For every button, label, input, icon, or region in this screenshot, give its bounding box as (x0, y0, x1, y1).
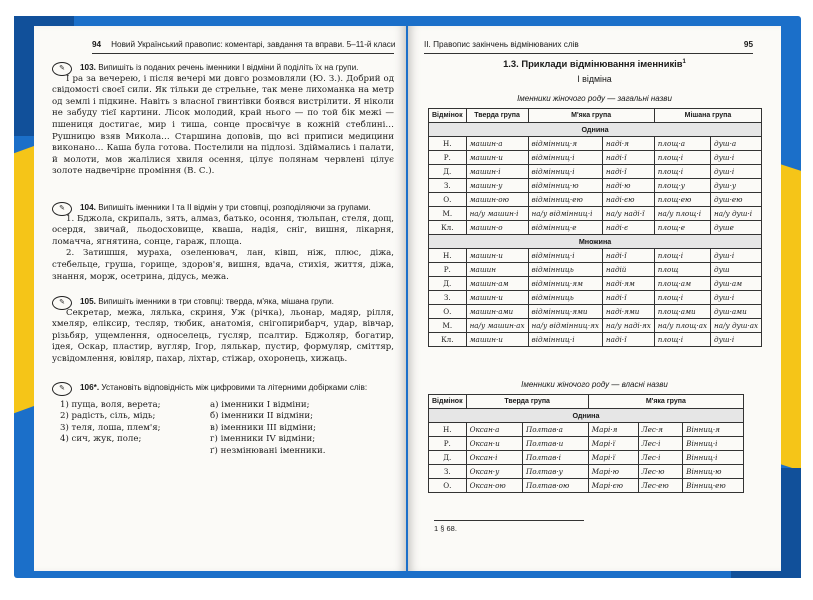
table-cell: на/у машин·ах (466, 319, 528, 333)
table1-caption: Іменники жіночого роду — загальні назви (517, 94, 672, 103)
table-cell: машин·и (466, 249, 528, 263)
pen-icon: ✎ (52, 296, 72, 310)
table-cell: душ·і (711, 151, 762, 165)
table-cell: надi·єю (602, 193, 654, 207)
column-header: Тверда група (466, 109, 528, 123)
table-cell: надi·ї (602, 333, 654, 347)
table-cell: площ·е (654, 221, 710, 235)
table-cell: на/у надi·ї (602, 207, 654, 221)
exercise-text: 1. Бджола, скрипаль, зять, алмаз, батько, осоння, тюльпан, стеля, дощ, осердя, звичай, льодосховище, кваша, надія, сніг, вишня, лікарня, ломачча, ягнятина, сонце, гараж, площа. (52, 213, 394, 247)
match-item: ґ) незмінювані іменники. (210, 445, 326, 456)
table-cell: машин·ам (466, 277, 528, 291)
exercise-106 (52, 382, 394, 458)
table-cell: надi·ї (602, 165, 654, 179)
table-row (429, 263, 762, 277)
declension-label: I відміна (577, 74, 612, 84)
table-header-row (429, 109, 762, 123)
table-cell: на/у відмінниц·і (528, 207, 602, 221)
table-cell: відмінниц·і (528, 249, 602, 263)
table-cell: відмінниц·ями (528, 305, 602, 319)
table-cell: на/у машин·і (466, 207, 528, 221)
declension-table-common-nouns (428, 108, 762, 347)
table-cell: Вінниц·я (683, 423, 744, 437)
case-cell: Н. (429, 249, 467, 263)
exercise-104 (52, 202, 394, 283)
table-cell: душ (711, 263, 762, 277)
match-item: г) іменники IV відміни; (210, 434, 316, 445)
table-cell: Оксан·і (466, 451, 522, 465)
table-cell: надi·ями (602, 305, 654, 319)
case-cell: Кл. (429, 333, 467, 347)
case-cell: О. (429, 479, 467, 493)
table-row (429, 193, 762, 207)
match-item: 1) пуща, воля, верета; (60, 399, 161, 410)
case-cell: Д. (429, 165, 467, 179)
table-cell: на/у душ·ах (711, 319, 762, 333)
case-cell: З. (429, 179, 467, 193)
header-rule (424, 53, 753, 54)
table-row (429, 221, 762, 235)
table-row (429, 277, 762, 291)
table-row (429, 179, 762, 193)
table-row (429, 151, 762, 165)
table-cell: на/у відмінниц·ях (528, 319, 602, 333)
table-cell: душ·і (711, 165, 762, 179)
page-number: 95 (743, 40, 753, 49)
table2-caption: Іменники жіночого роду — власні назви (521, 380, 668, 389)
table-cell: площ (654, 263, 710, 277)
table-cell: площ·ам (654, 277, 710, 291)
table-cell: на/у площ·і (654, 207, 710, 221)
table-cell: Полтав·ою (522, 479, 588, 493)
table-cell: надi·ям (602, 277, 654, 291)
column-header: Тверда група (466, 395, 588, 409)
table-cell: душ·ею (711, 193, 762, 207)
table-cell: душ·ам (711, 277, 762, 291)
table-cell: душ·і (711, 291, 762, 305)
column-header: Відмінок (429, 395, 467, 409)
table-cell: машин·и (466, 291, 528, 305)
table-row (429, 437, 744, 451)
table-cell: душ·у (711, 179, 762, 193)
table-group-row: Множина (429, 235, 762, 249)
table-cell: Вінниц·і (683, 451, 744, 465)
footnote-rule (434, 520, 584, 521)
case-cell: Н. (429, 137, 467, 151)
case-cell: О. (429, 305, 467, 319)
table-cell: площ·у (654, 179, 710, 193)
table-cell: надi·ї (602, 291, 654, 305)
case-cell: М. (429, 207, 467, 221)
table-cell: душе (711, 221, 762, 235)
table-row (429, 319, 762, 333)
table-cell: машин·ою (466, 193, 528, 207)
table-cell: Марі·ю (588, 465, 638, 479)
table-row (429, 249, 762, 263)
exercise-task: 105. Випишіть іменники в три стовпці: тверда, м'яка, мішана групи. (80, 297, 334, 306)
table-cell: машин·и (466, 333, 528, 347)
table-cell: Полтав·і (522, 451, 588, 465)
table-cell: на/у душ·і (711, 207, 762, 221)
table-cell: Вінниц·ею (683, 479, 744, 493)
exercise-task: 104. Випишіть іменники I та II відмін у три стовпці, розподіляючи за групами. (80, 203, 371, 212)
table-cell: Марі·ї (588, 451, 638, 465)
section-title: 1.3. Приклади відмінювання іменників$^1$ (503, 58, 686, 69)
table-cell: надi·ї (602, 151, 654, 165)
table-cell: Лес·ю (638, 465, 683, 479)
table-cell: площ·і (654, 249, 710, 263)
table-group-row: Однина (429, 123, 762, 137)
table-row (429, 165, 762, 179)
table-cell: Лес·і (638, 437, 683, 451)
table-row (429, 207, 762, 221)
column-header: Мішана група (654, 109, 761, 123)
table-cell: Полтав·а (522, 423, 588, 437)
exercise-task: 106*. Установіть відповідність між цифровими та літерними добірками слів: (80, 383, 368, 392)
table-cell: площ·і (654, 165, 710, 179)
table-cell: площ·а (654, 137, 710, 151)
exercise-text: 2. Затишшя, мураха, озеленювач, лан, ківш, ніж, плюс, діжа, стебельце, груша, горище, здоров'я, вишня, вдача, стихія, життя, діжа, знання, морж, осетрина, дідусь, межа. (52, 248, 394, 282)
table-cell: відмінниц·ям (528, 277, 602, 291)
table-cell: відмінниць (528, 263, 602, 277)
table-cell: душ·а (711, 137, 762, 151)
footnote: 1 § 68. (434, 524, 457, 533)
table-cell: надi·ї (602, 249, 654, 263)
table-cell: Марі·ї (588, 437, 638, 451)
right-page (408, 26, 781, 571)
case-cell: З. (429, 465, 467, 479)
exercise-105 (52, 296, 394, 366)
table-cell: Марі·єю (588, 479, 638, 493)
table-cell: площ·і (654, 291, 710, 305)
header-rule (92, 53, 394, 54)
table-cell: відмінниц·я (528, 137, 602, 151)
table-cell: площ·і (654, 151, 710, 165)
match-item: 4) сич, жук, поле; (60, 434, 142, 445)
table-cell: Лес·і (638, 451, 683, 465)
table-cell: душ·і (711, 333, 762, 347)
pen-icon: ✎ (52, 382, 72, 396)
match-item: в) іменники III відміни; (210, 422, 317, 433)
table-cell: Оксан·и (466, 437, 522, 451)
matching-right-column (210, 400, 360, 458)
case-cell: Н. (429, 423, 467, 437)
running-head-title: II. Правопис закінчень відмінюваних слів (424, 40, 579, 49)
match-item: 2) радість, сіль, мідь; (60, 411, 156, 422)
column-header: Відмінок (429, 109, 467, 123)
matching-list (60, 400, 394, 458)
table-cell: Марі·я (588, 423, 638, 437)
table-cell: площ·ами (654, 305, 710, 319)
table-cell: Лес·ею (638, 479, 683, 493)
case-cell: М. (429, 319, 467, 333)
running-head-title: Новий Український правопис: коментарі, завдання та вправи. 5–11-й класи (111, 40, 396, 49)
case-cell: З. (429, 291, 467, 305)
table-cell: площ·і (654, 333, 710, 347)
table-cell: відмінниц·ею (528, 193, 602, 207)
table-cell: Оксан·ою (466, 479, 522, 493)
footnote-marker: 1 (682, 58, 686, 65)
case-cell: Р. (429, 151, 467, 165)
case-cell: Д. (429, 451, 467, 465)
table-cell: відмінниц·і (528, 333, 602, 347)
table-cell: машин·і (466, 165, 528, 179)
exercise-103 (52, 62, 394, 178)
table-cell: надi·ю (602, 179, 654, 193)
match-item: 3) теля, лоша, плем'я; (60, 422, 161, 433)
left-running-head (92, 40, 395, 49)
table-cell: відмінниц·і (528, 151, 602, 165)
exercise-text: І ра за вечерею, і після вечері ми довго розмовляли (Ю. З.). Добрий од свідомості своєї сили. Як тільки де стрельне, так мене лихоманка на метр од землі і підкине. Навіть з власної гвинтівки боявся вистрілити. Я ніколи не забуду тієї картини. Лісок молодий, край нього — по той бік межі — пшениця достигає, мир і тиша, сонце просвічує в кожній стеблині… Рушницю взяв Микола… Старшина доповів, що всі приписи медицини виконано… Каша була готова. Постелили на підлозі. Здіймались і палати, й молоти, мов жалілися хвиля осення, цілує полянам червлені цілує золоте надвечірнє проміння (В. С.). (52, 73, 394, 177)
table-cell: душ·і (711, 249, 762, 263)
table-row (429, 451, 744, 465)
case-cell: Р. (429, 437, 467, 451)
table-cell: відмінниц·е (528, 221, 602, 235)
match-item: а) іменники I відміни; (210, 399, 310, 410)
table-cell: машин·и (466, 151, 528, 165)
table-cell: Полтав·и (522, 437, 588, 451)
table-row (429, 465, 744, 479)
table-cell: машин (466, 263, 528, 277)
table-cell: Оксан·у (466, 465, 522, 479)
left-page (34, 26, 406, 571)
column-header: М'яка група (588, 395, 743, 409)
declension-table-proper-nouns (428, 394, 744, 493)
table-cell: Полтав·у (522, 465, 588, 479)
table-cell: відмінниц·ю (528, 179, 602, 193)
case-cell: Р. (429, 263, 467, 277)
table-row (429, 479, 744, 493)
table-group-row: Однина (429, 409, 744, 423)
table-cell: машин·а (466, 137, 528, 151)
table-header-row (429, 395, 744, 409)
column-header: М'яка група (528, 109, 654, 123)
table-cell: надi·є (602, 221, 654, 235)
table-row (429, 137, 762, 151)
pen-icon: ✎ (52, 202, 72, 216)
table-cell: надiй (602, 263, 654, 277)
exercise-text: Секретар, межа, лялька, скриня, Уж (річка), льонар, мадяр, рілля, хмеляр, еліксир, тесляр, тюбик, анатомія, снігопирибарч, удар, вівчар, різьбяр, ущемлення, односелець, гусляр, псалтир. Бджоляр, богатир, ідея, Оскар, пластир, вугляр, Ігор, лялькар, пустир, формуляр, сміттяр, усвідомлення, ювіляр, пахар, ліхтар, стіжар, охоронець, хижаць. (52, 307, 394, 364)
table-cell: Вінниц·і (683, 437, 744, 451)
matching-left-column (60, 400, 200, 458)
table-cell: відмінниц·і (528, 165, 602, 179)
table-row (429, 423, 744, 437)
table-row (429, 333, 762, 347)
case-cell: Д. (429, 277, 467, 291)
page-number: 94 (92, 40, 102, 49)
table-cell: машин·о (466, 221, 528, 235)
table-cell: машин·у (466, 179, 528, 193)
right-running-head (424, 40, 753, 49)
table-cell: Лес·я (638, 423, 683, 437)
table-cell: площ·ею (654, 193, 710, 207)
table-cell: машин·ами (466, 305, 528, 319)
pen-icon: ✎ (52, 62, 72, 76)
table-cell: Вінниц·ю (683, 465, 744, 479)
table-cell: на/у площ·ах (654, 319, 710, 333)
table-cell: душ·ами (711, 305, 762, 319)
table-row (429, 291, 762, 305)
case-cell: О. (429, 193, 467, 207)
table-cell: відмінниць (528, 291, 602, 305)
table-cell: Оксан·а (466, 423, 522, 437)
match-item: б) іменники II відміни; (210, 411, 313, 422)
table-row (429, 305, 762, 319)
exercise-task: 103. Випишіть із поданих речень іменники I відміни й поділіть їх на групи. (80, 63, 359, 72)
table-cell: надi·я (602, 137, 654, 151)
case-cell: Кл. (429, 221, 467, 235)
table-cell: на/у надi·ях (602, 319, 654, 333)
